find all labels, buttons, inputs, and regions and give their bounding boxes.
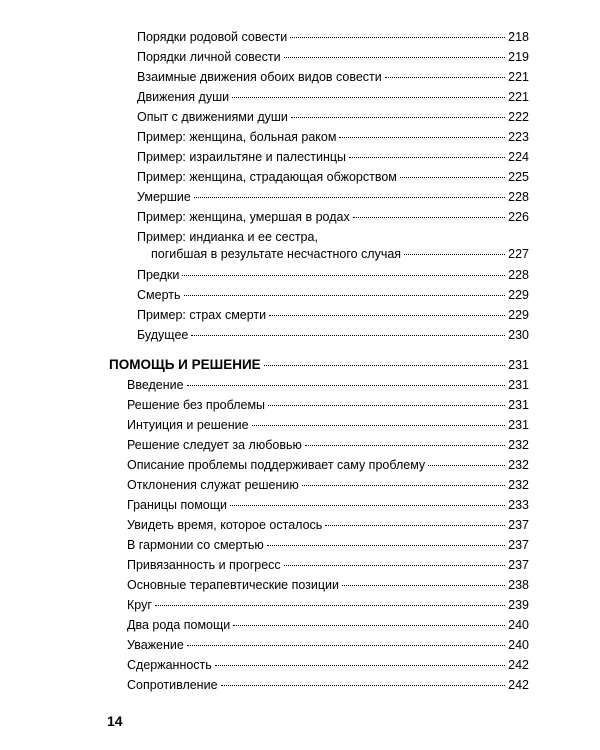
toc-entry-page: 229 (508, 288, 529, 302)
leader-dots (284, 565, 505, 566)
toc-entry (127, 658, 529, 673)
toc-entry (127, 638, 529, 653)
toc-entry-title: Основные терапевтические позиции (127, 578, 340, 592)
toc-entry-page: 240 (508, 618, 529, 632)
toc-entry-title: Сопротивление (127, 678, 218, 692)
page-number: 14 (107, 713, 123, 729)
toc-entry-page: 219 (508, 50, 529, 64)
toc-entry-page: 232 (508, 438, 529, 452)
toc-entry-page: 237 (508, 558, 529, 572)
toc-entry-page: 232 (508, 458, 529, 472)
toc-entry-page: 228 (508, 190, 529, 204)
toc-entry-title: Пример: женщина, больная раком (137, 130, 337, 144)
leader-dots (187, 645, 505, 646)
toc-entry-page: 218 (508, 30, 529, 44)
toc-entry-title: Пример: женщина, страдающая обжорством (137, 170, 397, 184)
toc-entry-title: Умершие (137, 190, 191, 204)
toc-entry-page: 242 (508, 658, 529, 672)
toc-entry (127, 538, 529, 553)
toc-entry-title: Опыт с движениями души (137, 110, 288, 124)
leader-dots (184, 295, 506, 296)
toc-entry-page: 239 (508, 598, 529, 612)
toc-entry-title: Круг (127, 598, 152, 612)
toc-entry (137, 30, 529, 45)
section-heading-page: 231 (508, 358, 529, 372)
toc-entry-title: Пример: израильтяне и палестинцы (137, 150, 347, 164)
leader-dots (404, 254, 505, 255)
toc-entry (137, 90, 529, 105)
leader-dots (230, 505, 505, 506)
toc-entry-title: Решение без проблемы (127, 398, 266, 412)
toc-entry-title: Движения души (137, 90, 230, 104)
toc-entry-title: Увидеть время, которое осталось (127, 518, 323, 532)
toc-entry-page: 226 (508, 210, 529, 224)
toc-entry (137, 110, 529, 125)
toc-entry (127, 578, 529, 593)
toc-entry (127, 558, 529, 573)
leader-dots (264, 365, 505, 366)
toc-entry (137, 190, 529, 205)
toc-entry (127, 498, 529, 513)
toc-entry-title: Смерть (137, 288, 181, 302)
toc-entry (127, 398, 529, 413)
toc-entry-title: В гармонии со смертью (127, 538, 264, 552)
toc-entry (137, 210, 529, 225)
toc-entry (127, 418, 529, 433)
toc-entry-title: Границы помощи (127, 498, 228, 512)
leader-dots (269, 315, 505, 316)
toc-entry (137, 308, 529, 323)
toc-entry-page: 221 (508, 70, 529, 84)
toc-entry-page: 231 (508, 418, 529, 432)
leader-dots (325, 525, 505, 526)
toc-entry (127, 518, 529, 533)
toc-entry-title: Пример: страх смерти (137, 308, 267, 322)
leader-dots (155, 605, 505, 606)
toc-entry (127, 438, 529, 453)
toc-entry-page: 228 (508, 268, 529, 282)
toc-entry-page: 221 (508, 90, 529, 104)
toc-entry (127, 378, 529, 393)
toc-entry-title: Сдержанность (127, 658, 212, 672)
leader-dots (194, 197, 505, 198)
toc-entry-title: Пример: женщина, умершая в родах (137, 210, 350, 224)
toc-entry-title: Решение следует за любовью (127, 438, 302, 452)
leader-dots (342, 585, 505, 586)
toc-entry (127, 478, 529, 493)
toc-entry (137, 170, 529, 185)
leader-dots (428, 465, 505, 466)
toc-entry (137, 268, 529, 283)
toc-entry-title: Введение (127, 378, 184, 392)
leader-dots (221, 685, 506, 686)
toc-entry-title: Порядки личной совести (137, 50, 281, 64)
leader-dots (267, 545, 505, 546)
toc-entry-page: 222 (508, 110, 529, 124)
toc-entry (151, 247, 529, 262)
leader-dots (353, 217, 505, 218)
leader-dots (252, 425, 506, 426)
toc-entry-title: Привязанность и прогресс (127, 558, 281, 572)
toc-entry (137, 50, 529, 65)
toc-entry-page: 225 (508, 170, 529, 184)
leader-dots (339, 137, 505, 138)
leader-dots (349, 157, 505, 158)
toc-entry-page: 231 (508, 398, 529, 412)
toc-entry (127, 458, 529, 473)
toc-entry-page: 230 (508, 328, 529, 342)
toc-entry-title: Уважение (127, 638, 184, 652)
section-heading-title: ПОМОЩЬ И РЕШЕНИЕ (109, 357, 261, 372)
leader-dots (400, 177, 505, 178)
leader-dots (284, 57, 506, 58)
leader-dots (233, 625, 505, 626)
toc-entry-page: 242 (508, 678, 529, 692)
toc-entry-page: 233 (508, 498, 529, 512)
leader-dots (305, 445, 505, 446)
section-heading (109, 357, 529, 373)
toc-entry (127, 678, 529, 693)
leader-dots (215, 665, 505, 666)
toc-entry-title: Взаимные движения обоих видов совести (137, 70, 382, 84)
toc-entry-page: 237 (508, 518, 529, 532)
toc-entry-page: 224 (508, 150, 529, 164)
toc-entry-title: Описание проблемы поддерживает саму проблему (127, 458, 426, 472)
toc-entry (137, 70, 529, 85)
toc-entry-page: 231 (508, 378, 529, 392)
leader-dots (291, 117, 505, 118)
toc-entry (127, 618, 529, 633)
toc-entry-title: Порядки родовой совести (137, 30, 288, 44)
toc-entry (137, 150, 529, 165)
toc-entry-title: Два рода помощи (127, 618, 231, 632)
leader-dots (385, 77, 505, 78)
toc-entry-page: 232 (508, 478, 529, 492)
leader-dots (268, 405, 505, 406)
toc-entry-title: погибшая в результате несчастного случая (151, 247, 402, 261)
toc-entry (137, 130, 529, 145)
toc-entry (137, 288, 529, 303)
leader-dots (187, 385, 506, 386)
toc-entry-page: 238 (508, 578, 529, 592)
toc-entry-page: 237 (508, 538, 529, 552)
leader-dots (232, 97, 505, 98)
toc-entry-title: Интуиция и решение (127, 418, 249, 432)
leader-dots (290, 37, 505, 38)
leader-dots (182, 275, 505, 276)
toc-entry-page: 229 (508, 308, 529, 322)
toc-entry-title: Будущее (137, 328, 189, 342)
toc-entry-page: 240 (508, 638, 529, 652)
toc-entry-title: Предки (137, 268, 180, 282)
toc-entry-wrapped-first-line: Пример: индианка и ее сестра, (137, 230, 318, 244)
toc-entry-page: 227 (508, 247, 529, 261)
leader-dots (191, 335, 505, 336)
toc-entry-title: Отклонения служат решению (127, 478, 299, 492)
toc-entry-page: 223 (508, 130, 529, 144)
toc-entry (137, 328, 529, 343)
leader-dots (302, 485, 505, 486)
toc-entry (127, 598, 529, 613)
